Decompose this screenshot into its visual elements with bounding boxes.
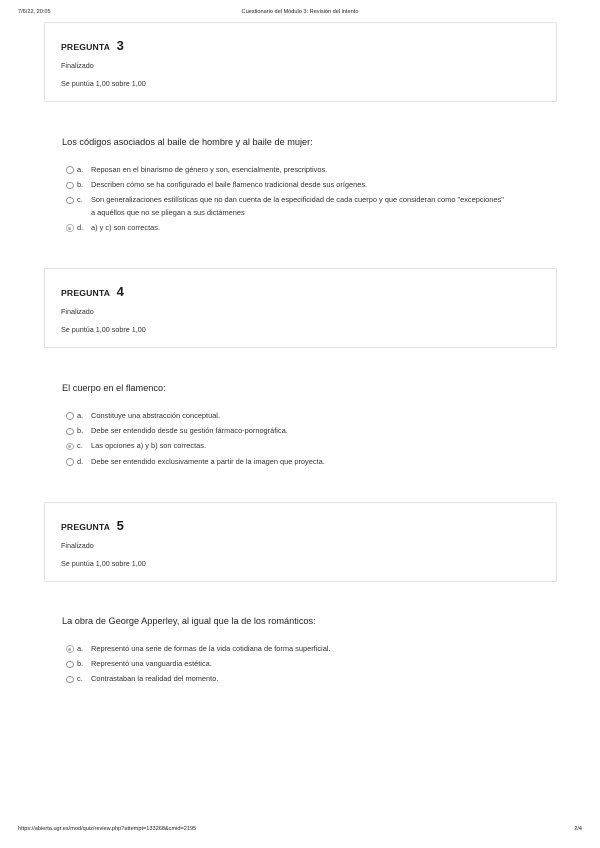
question-text-3: Los códigos asociados al baile de hombre y al baile de mujer: xyxy=(62,137,313,147)
answer-text: Reposan en el binarismo de género y son, esencialmente, prescriptivos. xyxy=(91,165,328,174)
radio-button[interactable] xyxy=(66,676,74,684)
answer-list-4 xyxy=(66,410,506,471)
question-label: PREGUNTA xyxy=(61,288,111,298)
print-date: 7/6/22, 20:05 xyxy=(18,9,51,15)
answer-text: Contrastaban la realidad del momento. xyxy=(91,674,219,684)
answer-letter: d. xyxy=(77,456,84,466)
answer-letter: b. xyxy=(77,426,84,436)
answer-option[interactable] xyxy=(66,658,506,670)
question-info-box-4 xyxy=(44,268,557,348)
question-number: 5 xyxy=(116,518,124,533)
question-number: 4 xyxy=(116,284,124,299)
question-label: PREGUNTA xyxy=(61,42,111,52)
question-state: Finalizado xyxy=(61,61,94,70)
answer-list-5 xyxy=(66,643,506,689)
radio-button-selected[interactable] xyxy=(66,224,74,232)
answer-letter: b. xyxy=(77,659,84,669)
answer-option[interactable] xyxy=(66,456,506,468)
answer-option[interactable] xyxy=(66,673,506,685)
radio-button[interactable] xyxy=(66,412,74,420)
question-state: Finalizado xyxy=(61,541,94,550)
page-number: 2/4 xyxy=(574,826,582,832)
answer-option[interactable] xyxy=(66,179,506,191)
answer-letter: c. xyxy=(77,441,83,451)
radio-button[interactable] xyxy=(66,182,74,190)
question-grade: Se puntúa 1,00 sobre 1,00 xyxy=(61,325,146,334)
question-state: Finalizado xyxy=(61,307,94,316)
answer-letter: a. xyxy=(77,644,84,653)
answer-option[interactable] xyxy=(66,440,506,452)
answer-letter: a. xyxy=(77,165,84,174)
radio-button[interactable] xyxy=(66,661,74,669)
answer-letter: b. xyxy=(77,180,84,190)
question-grade: Se puntúa 1,00 sobre 1,00 xyxy=(61,559,146,568)
radio-button-selected[interactable] xyxy=(66,645,74,653)
answer-option[interactable] xyxy=(66,194,506,219)
answer-text: Representó una serie de formas de la vida cotidiana de forma superficial. xyxy=(91,644,331,653)
print-url: https://abierta.ugr.es/mod/quiz/review.php?attempt=133268&cmid=2195 xyxy=(18,826,197,832)
question-heading xyxy=(61,283,124,301)
print-footer xyxy=(18,826,582,836)
question-heading xyxy=(61,517,124,535)
answer-text: Debe ser entendido exclusivamente a partir de la imagen que proyecta. xyxy=(91,456,325,466)
radio-button[interactable] xyxy=(66,166,74,174)
question-label: PREGUNTA xyxy=(61,522,111,532)
question-text-5: La obra de George Apperley, al igual que la de los románticos: xyxy=(62,616,316,626)
answer-text: Describen cómo se ha configurado el baile flamenco tradicional desde sus orígenes. xyxy=(91,180,368,190)
answer-text: Son generalizaciones estilísticas que no dan cuenta de la especificidad de cada cuerpo y que consideran como "excepciones" a aquéllos que no se pliegan a sus dictámenes xyxy=(91,195,504,217)
question-info-box-5 xyxy=(44,502,557,582)
question-heading xyxy=(61,37,124,55)
answer-letter: c. xyxy=(77,674,83,684)
answer-text: a) y c) son correctas. xyxy=(91,223,160,233)
question-info-box-3 xyxy=(44,22,557,102)
radio-button[interactable] xyxy=(66,197,74,205)
answer-list-3 xyxy=(66,164,506,237)
answer-option[interactable] xyxy=(66,164,506,176)
answer-option[interactable] xyxy=(66,425,506,437)
question-number: 3 xyxy=(116,38,124,53)
answer-text: Las opciones a) y b) son correctas. xyxy=(91,441,207,451)
radio-button[interactable] xyxy=(66,458,74,466)
answer-letter: a. xyxy=(77,411,84,420)
radio-button[interactable] xyxy=(66,428,74,436)
answer-option[interactable] xyxy=(66,643,506,655)
answer-option[interactable] xyxy=(66,222,506,234)
answer-text: Representó una vanguardia estética. xyxy=(91,659,212,669)
question-text-4: El cuerpo en el flamenco: xyxy=(62,383,166,393)
print-header xyxy=(18,9,582,19)
answer-letter: d. xyxy=(77,223,84,233)
radio-button-selected[interactable] xyxy=(66,443,74,451)
answer-text: Constituye una abstracción conceptual. xyxy=(91,411,221,420)
question-grade: Se puntúa 1,00 sobre 1,00 xyxy=(61,79,146,88)
answer-letter: c. xyxy=(77,195,83,205)
answer-text: Debe ser entendido desde su gestión fármaco-pornográfica. xyxy=(91,426,288,436)
print-title: Cuestionario del Módulo 3: Revisión del intento xyxy=(241,9,359,15)
answer-option[interactable] xyxy=(66,410,506,422)
